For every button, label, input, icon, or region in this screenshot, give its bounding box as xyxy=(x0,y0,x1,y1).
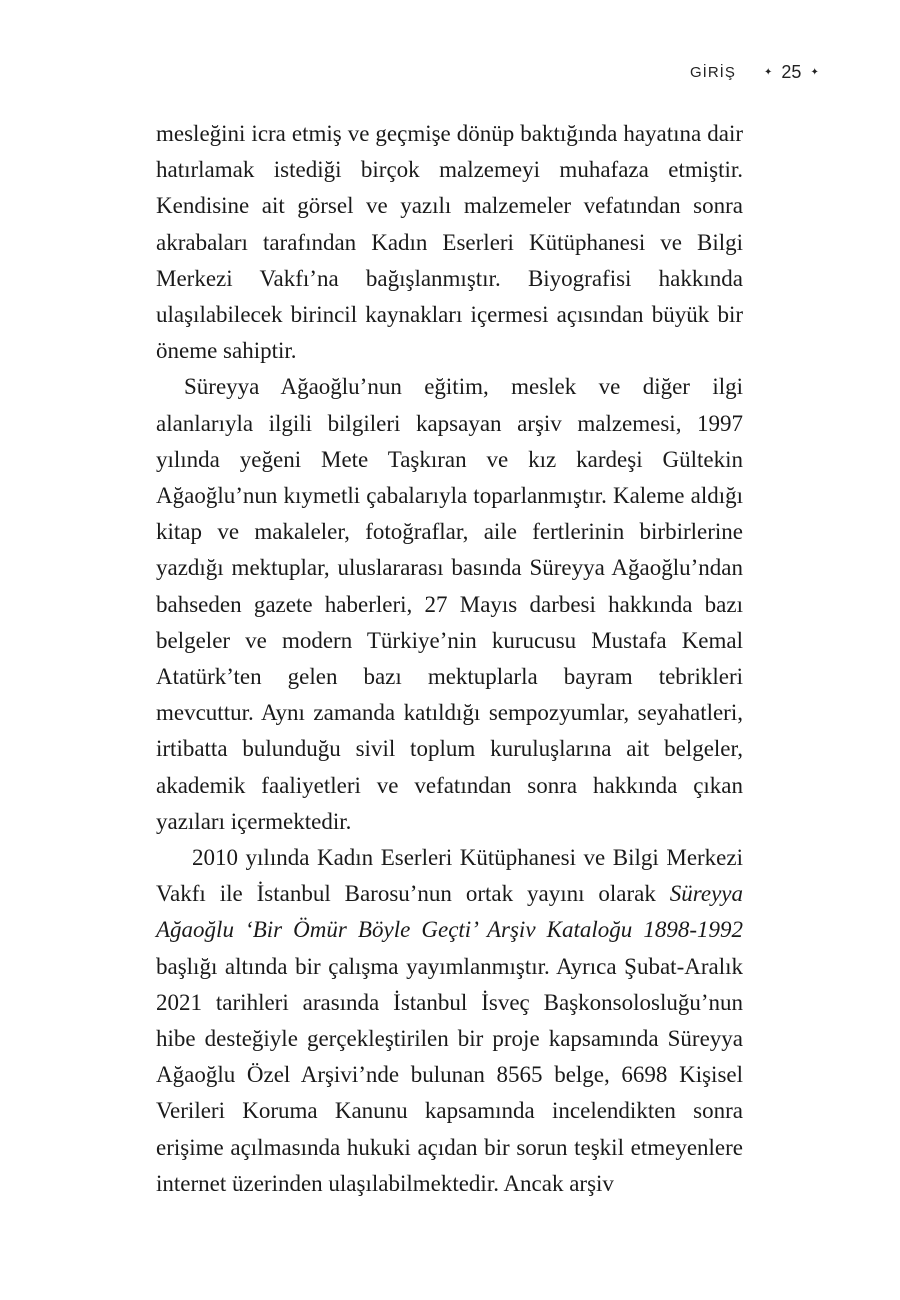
paragraph-2: Süreyya Ağaoğlu’nun eğitim, meslek ve diğer ilgi alanlarıyla ilgili bilgileri kapsayan arşiv malzemesi, 1997 yılında yeğeni Mete Taşkıran ve kız kardeşi Gültekin Ağaoğlu’nun kıymetli çabalarıyla toparlanmıştır. Kaleme aldığı kitap ve makaleler, fotoğraflar, aile fertlerinin birbirlerine yazdığı mektuplar, uluslararası basında Süreyya Ağaoğlu’ndan bahseden gazete haberleri, 27 Mayıs darbesi hakkında bazı belgeler ve modern Türkiye’nin kurucusu Mustafa Kemal Atatürk’ten gelen bazı mektuplarla bayram tebrikleri mevcuttur. Aynı zamanda katıldığı sempozyumlar, seyahatleri, irtibatta bulunduğu sivil toplum kuruluşlarına ait belgeler, akademik faaliyetleri ve vefatından sonra hakkında çıkan yazıları içermektedir. xyxy=(156,374,743,834)
paragraph-3-text: 2010 yılında Kadın Eserleri Kütüphanesi ve Bilgi Merkezi Vakfı ile İstanbul Barosu’nun ortak yayını olarak xyxy=(156,845,743,907)
page-header xyxy=(0,64,900,88)
paragraph-3 xyxy=(156,840,743,1202)
catalog-title: Süreyya Ağaoğlu ‘Bir Ömür Böyle Geçti’ Arşiv Kataloğu 1898-1992 xyxy=(156,881,743,943)
ornament-left-icon: ✦ xyxy=(764,66,773,78)
ornament-right-icon: ✦ xyxy=(810,66,819,78)
page-number-group xyxy=(764,62,819,83)
paragraph-1: mesleğini icra etmiş ve geçmişe dönüp baktığında hayatına dair hatırlamak istediği birçok malzemeyi muhafaza etmiştir. Kendisine ait görsel ve yazılı malzemeler vefatından sonra akrabaları tarafından Kadın Eserleri Kütüphanesi ve Bilgi Merkezi Vakfı’na bağışlanmıştır. Biyografisi hakkında ulaşılabilecek birincil kaynakları içermesi açısından büyük bir öneme sahiptir. xyxy=(156,121,743,364)
page-number: 25 xyxy=(781,62,802,82)
running-head: GİRİŞ xyxy=(690,64,736,81)
paragraph-3-text-cont: başlığı altında bir çalışma yayımlanmıştır. Ayrıca Şubat-Aralık 2021 tarihleri arasında İstanbul İsveç Başkonsolosluğu’nun hibe desteğiyle gerçekleştirilen bir proje kapsamında Süreyya Ağaoğlu Özel Arşivi’nde bulunan 8565 belge, 6698 Kişisel Verileri Koruma Kanunu kapsamında incelendikten sonra erişime açılmasında hukuki açıdan bir sorun teşkil etmeyenlere internet üzerinden ulaşılabilmektedir. Ancak arşiv xyxy=(156,953,743,1196)
body-text xyxy=(156,116,743,1202)
